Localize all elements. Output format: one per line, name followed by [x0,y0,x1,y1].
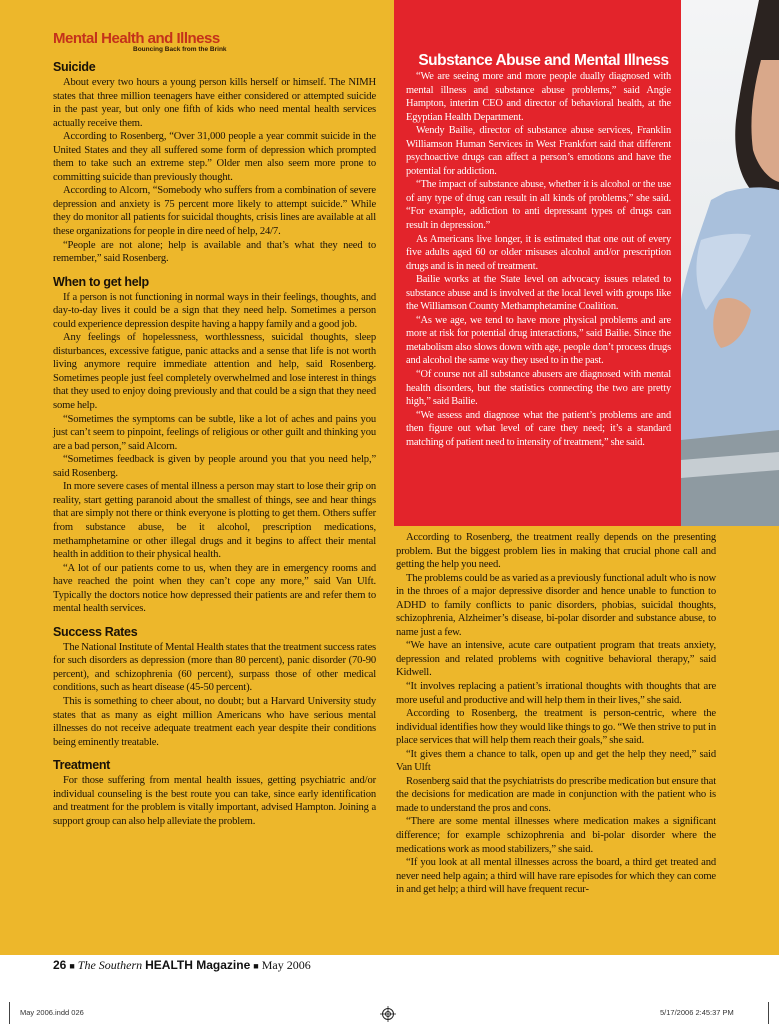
when-paragraph: “Sometimes the symptoms can be subtle, like a lot of aches and pains you just can’t seem to pinpoint, feelings of religious or other guilt and thinking you are a bad person,” said Alcorn. [53,413,376,452]
suicide-heading: Suicide [53,60,96,74]
sidebar-box [394,0,681,526]
sidebar-paragraph: “The impact of substance abuse, whether it is alcohol or the use of any type of drug can result in all kinds of problems,” she said. “For example, addiction to anti depressant types of drugs can result in depression.” [406,179,671,232]
sidebar-paragraph: As Americans live longer, it is estimated that one out of every five adults aged 60 or older misuses alcohol and/or prescription drugs and is in need of treatment. [406,233,671,272]
left-column [53,30,376,828]
sidebar-content [406,52,671,449]
sidebar-title: Substance Abuse and Mental Illness [418,52,669,69]
when-paragraph: “Sometimes feedback is given by people around you that you need help,” said Rosenberg. [53,454,376,479]
crop-mark [9,1002,10,1024]
right-paragraph: “There are some mental illnesses where medication makes a significant difference; for example schizophrenia and bi-polar disorder where the medications work as mood stabilizers,” she said. [396,816,716,855]
when-paragraph: “A lot of our patients come to us, when they are in emergency rooms and have reached the point when they can’t cope any more,” said Van Ulft. Typically the doctors notice how depressed their patients are and refer them to mental health services. [53,562,376,615]
suicide-paragraph: According to Rosenberg, “Over 31,000 people a year commit suicide in the United States and they all suffered some form of depression which prompted them to take such an extreme step.” Older men also seem more prone to committing suicide than previously thought. [53,131,376,183]
right-paragraph: According to Rosenberg, the treatment is person-centric, where the individual identifies how they would like things to go. “We then strive to put in place services that will help them reach their goals,” she said. [396,708,716,747]
treatment-paragraph: For those suffering from mental health issues, getting psychiatric and/or individual counseling is the best route you can take, since early identification and treatment for the problem is vitally important, advised Hampton. Joining a support group can also help alleviate the problem. [53,775,376,827]
right-paragraph: “It involves replacing a patient’s irrational thoughts with thoughts that are more useful and productive and will help them in their lives,” she said. [396,681,716,706]
when-heading: When to get help [53,274,149,289]
section-subtitle: Bouncing Back from the Brink [133,46,227,53]
sidebar-paragraph: “As we age, we tend to have more physical problems and are more at risk for potential drug interactions,” said Bailie. Since the metabolism also slows down with age, people don’t process drugs and alcohol the same way they used to in the past. [406,314,671,367]
when-paragraph: If a person is not functioning in normal ways in their feelings, thoughts, and day-to-day lives it could be a sign that they need help. Sometimes a person could experience depression despite having a happy family and a good job. [53,291,376,330]
right-paragraph: The problems could be as varied as a previously functional adult who is now in the throes of a major depressive disorder and hence unable to function to ADHD to family conflicts to panic disorders, phobias, suicidal thoughts, schizophrenia, Alzheimer’s disease, bi-polar disorder and substance abuse, to name just a few. [396,572,716,638]
suicide-paragraph: According to Alcorn, “Somebody who suffers from a combination of severe depression and anxiety is 75 percent more likely to attempt suicide.” While they do monitor all patients for suicidal thoughts, crisis lines are available at all these organizations for people in dire need of help, 24/7. [53,185,376,238]
slug-timestamp: 5/17/2006 2:45:37 PM [660,1008,734,1017]
treatment-heading: Treatment [53,758,111,773]
section-title: Mental Health and Illness [53,30,220,47]
when-paragraph: Any feelings of hopelessness, worthlessness, suicidal thoughts, sleep disturbances, excessive fatigue, panic attacks and a sense that life is not worth living anymore require immediate attention and help, said Rosenberg. Sometimes people just feel completely overwhelmed and lose interest in things that they used to enjoy doing previously and that could be a sign that they need some help. [53,332,376,412]
page-number: 26 [53,958,67,972]
issue-date: May 2006 [261,958,311,972]
sidebar-paragraph: “Of course not all substance abusers are diagnosed with mental health disorders, but the statistics connecting the two are pretty high,” said Bailie. [406,369,671,408]
page-footer [53,958,311,973]
right-paragraph: “It gives them a chance to talk, open up and get the help they need,” said Van Ulft [396,748,716,774]
magazine-prefix: The Southern [77,958,143,972]
sidebar-paragraph: “We are seeing more and more people dually diagnosed with mental illness and substance abuse problems,” said Angie Hampton, interim CEO and director of behavioral health, at the Egyptian Health Department. [406,71,671,123]
success-paragraph: The National Institute of Mental Health states that the treatment success rates for such disorders as depression (more than 80 percent), panic disorder (70-90 percent), and schizophrenia (60 percent), surpass those of other medical conditions, such as heart disease (45-50 percent). [53,641,376,694]
registration-mark-icon [380,1006,396,1022]
suicide-paragraph: About every two hours a young person kills herself or himself. The NIMH states that three million teenagers have either considered or attempted suicide in the past year, but only one fifth of kids who need mental health services actually receive them. [53,77,376,129]
when-paragraph: In more severe cases of mental illness a person may start to lose their grip on reality, start getting paranoid about the smallest of things, see and hear things that are simply not there or think everyone is plotting to get them. Others suffer from substance abuse, be it alcohol, prescription medications, methamphetamine or other illegal drugs and it begins to affect their mental health in addition to their physical health. [53,481,376,561]
sidebar-paragraph: Wendy Bailie, director of substance abuse services, Franklin Williamson Human Services in West Frankfort said that different psychoactive drugs can affect a person’s emotions and have the potential for addiction. [406,125,671,177]
right-paragraph: Rosenberg said that the psychiatrists do prescribe medication but ensure that the decisions for medication are made in conjunction with the patient who is made to understand the pros and cons. [396,775,716,814]
right-paragraph: “We have an intensive, acute care outpatient program that treats anxiety, depression and related problems with cognitive behavioral therapy,” said Kidwell. [396,640,716,679]
success-heading: Success Rates [53,624,138,639]
bullet-icon: ■ [69,961,75,971]
sidebar-paragraph: “We assess and diagnose what the patient’s problems are and then figure out what level of care they need; it’s a standard matching of patient need to intensity of treatment,” she said. [406,409,671,448]
right-column [396,531,716,897]
right-paragraph: According to Rosenberg, the treatment really depends on the presenting problem. But the biggest problem lies in making that crucial phone call and getting the help you need. [396,532,716,571]
right-paragraph: “If you look at all mental illnesses across the board, a third get treated and never need help again; a third will have rare episodes for which they can come in and get help; a third will have frequent recur- [396,857,716,896]
woman-photo-illustration [681,0,779,526]
magazine-name: HEALTH Magazine [145,958,251,972]
sidebar-paragraph: Bailie works at the State level on advocacy issues related to substance abuse and is involved at the local level with groups like the Williamson County Methamphetamine Coalition. [406,274,671,313]
success-paragraph: This is something to cheer about, no doubt; but a Harvard University study states that as many as eight million Americans who have serious mental illnesses do not receive adequate treatment each year despite their conditions being eminently treatable. [53,695,376,748]
woman-photo [681,0,779,526]
slug-file: May 2006.indd 026 [20,1008,84,1017]
suicide-paragraph: “People are not alone; help is available and that’s what they need to remember,” said Rosenberg. [53,239,376,265]
crop-mark [768,1002,769,1024]
bullet-icon: ■ [253,961,259,971]
